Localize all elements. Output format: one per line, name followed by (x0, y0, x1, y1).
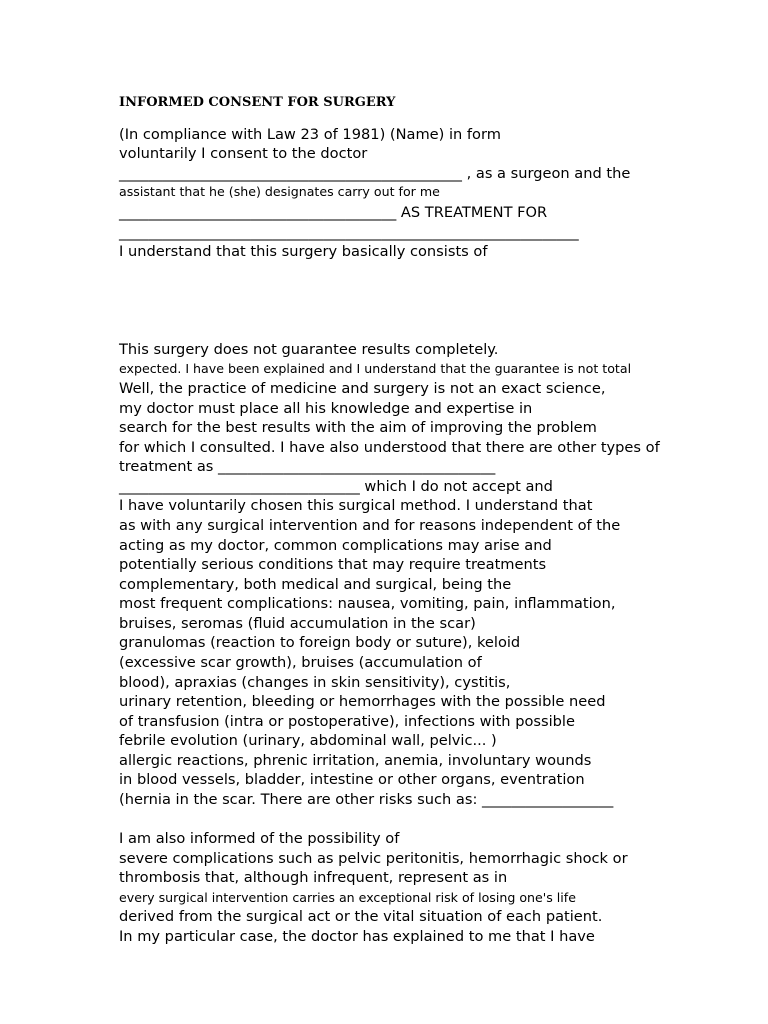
text-line: ______________________________________ AS TREATMENT FOR (119, 204, 548, 221)
text-line: I am also informed of the possibility of (119, 830, 400, 847)
text-line: urinary retention, bleeding or hemorrhages with the possible need (119, 693, 606, 710)
text-line: I understand that this surgery basically consists of (119, 243, 488, 260)
text-line: allergic reactions, phrenic irritation, anemia, involuntary wounds (119, 752, 592, 769)
text-line: severe complications such as pelvic peritonitis, hemorrhagic shock or (119, 850, 628, 867)
text-line: my doctor must place all his knowledge and expertise in (119, 400, 533, 417)
text-line: complementary, both medical and surgical, being the (119, 576, 512, 593)
document-title: INFORMED CONSENT FOR SURGERY (119, 95, 396, 110)
text-line: (hernia in the scar. There are other risks such as: __________________ (119, 791, 614, 808)
text-line: (excessive scar growth), bruises (accumulation of (119, 654, 482, 671)
text-line: of transfusion (intra or postoperative), infections with possible (119, 713, 575, 730)
text-line: voluntarily I consent to the doctor (119, 145, 368, 162)
text-line: potentially serious conditions that may require treatments (119, 556, 547, 573)
text-line: as with any surgical intervention and for reasons independent of the (119, 517, 621, 534)
text-line: Well, the practice of medicine and surgery is not an exact science, (119, 380, 606, 397)
text-line: most frequent complications: nausea, vomiting, pain, inflammation, (119, 595, 616, 612)
text-line: assistant that he (she) designates carry out for me (119, 184, 440, 199)
text-line: for which I consulted. I have also understood that there are other types of (119, 439, 660, 456)
text-line: derived from the surgical act or the vital situation of each patient. (119, 908, 603, 925)
text-line: every surgical intervention carries an exceptional risk of losing one's life (119, 890, 576, 905)
text-line: search for the best results with the aim of improving the problem (119, 419, 597, 436)
text-line: I have voluntarily chosen this surgical method. I understand that (119, 497, 593, 514)
text-line: granulomas (reaction to foreign body or suture), keloid (119, 634, 521, 651)
text-line: _______________________________________________________________ (119, 224, 579, 241)
text-line: bruises, seromas (fluid accumulation in the scar) (119, 615, 476, 632)
text-line: acting as my doctor, common complications may arise and (119, 537, 552, 554)
text-line: _________________________________ which I do not accept and (119, 478, 553, 495)
text-line: In my particular case, the doctor has explained to me that I have (119, 928, 595, 945)
text-line: blood), apraxias (changes in skin sensitivity), cystitis, (119, 674, 511, 691)
text-line: This surgery does not guarantee results completely. (119, 341, 499, 358)
text-line: febrile evolution (urinary, abdominal wall, pelvic... ) (119, 732, 497, 749)
text-line: treatment as ______________________________________ (119, 458, 496, 475)
text-line: expected. I have been explained and I understand that the guarantee is not total (119, 361, 632, 376)
text-line: (In compliance with Law 23 of 1981) (Name) in form (119, 126, 501, 143)
text-line: in blood vessels, bladder, intestine or other organs, eventration (119, 771, 585, 788)
text-line: _______________________________________________ , as a surgeon and the (119, 165, 631, 182)
text-line: thrombosis that, although infrequent, represent as in (119, 869, 508, 886)
